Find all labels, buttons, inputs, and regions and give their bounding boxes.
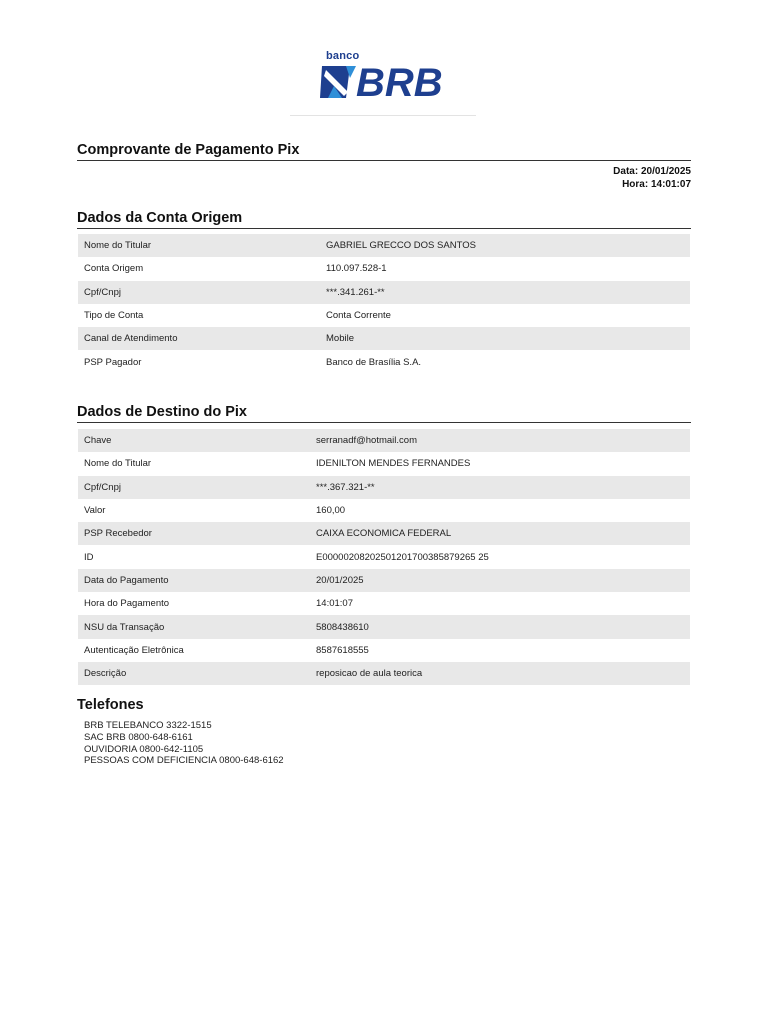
destino-row-label: Data do Pagamento [78,569,310,592]
title-rule [77,160,691,161]
destino-row [78,429,690,452]
origem-row [78,304,690,327]
destino-row-label: Hora do Pagamento [84,598,170,610]
origem-row-label: PSP Pagador [84,356,142,368]
telefone-line: PESSOAS COM DEFICIENCIA 0800-648-6162 [84,755,284,767]
origem-row [78,234,690,257]
logo-banco-text: banco [326,50,360,62]
telefone-line: SAC BRB 0800-648-6161 [84,731,193,743]
destino-row-label: Valor [84,505,106,517]
destino-row-label: NSU da Transação [78,615,310,638]
destino-row [78,615,690,638]
destino-row-value: 5808438610 [310,615,690,638]
brb-logo-mark-icon [320,62,446,102]
origem-row-label: Cpf/Cnpj [78,281,320,304]
destino-row [78,569,690,592]
destino-row-value: 20/01/2025 [310,569,690,592]
destino-row [78,476,690,499]
destino-row-label: PSP Recebedor [78,522,310,545]
origem-row-label: Nome do Titular [78,234,320,257]
receipt-meta [613,166,691,191]
telefone-line: OUVIDORIA 0800-642-1105 [84,743,204,755]
destino-row [78,662,690,685]
destino-rule [77,422,691,423]
receipt-date: Data: 20/01/2025 [613,166,691,177]
origem-row-value: Mobile [320,327,690,350]
telefone-line: BRB TELEBANCO 3322-1515 [84,720,212,731]
brb-logo [320,50,450,102]
origem-row-label: Conta Origem [84,263,144,275]
destino-row-label: Autenticação Eletrônica [84,644,184,656]
destino-table [78,429,690,685]
destino-row-value: 14:01:07 [316,598,353,610]
origem-row [78,281,690,304]
origem-row-value: ***.341.261-** [320,281,690,304]
destino-row-label: Descrição [78,662,310,685]
telefones-list [84,720,284,767]
destino-row-label: ID [84,551,94,563]
origem-row-value: 110.097.528-1 [326,263,387,275]
destino-section-title: Dados de Destino do Pix [77,404,247,420]
origem-row-value: Conta Corrente [326,310,391,322]
logo-brand-text: BRB [356,62,443,102]
destino-row-label: Cpf/Cnpj [78,476,310,499]
destino-row [78,639,690,662]
receipt-time: Hora: 14:01:07 [622,178,691,190]
destino-row [78,499,690,522]
destino-row [78,545,690,568]
origem-row-value: Banco de Brasília S.A. [326,356,422,368]
origem-row [78,350,690,373]
destino-row-value: reposicao de aula teorica [310,662,690,685]
origem-section-title: Dados da Conta Origem [77,210,243,226]
origem-row-label: Tipo de Conta [84,310,144,322]
destino-row-label: Nome do Titular [84,458,152,470]
destino-row-value: serranadf@hotmail.com [310,429,690,452]
destino-row-value: 8587618555 [316,644,369,656]
origem-table [78,234,690,374]
document-title: Comprovante de Pagamento Pix [77,142,300,158]
origem-row-value: GABRIEL GRECCO DOS SANTOS [320,234,690,257]
logo-divider [290,115,476,116]
destino-row-value: IDENILTON MENDES FERNANDES [316,458,471,470]
origem-row-label: Canal de Atendimento [78,327,320,350]
telefones-section-title: Telefones [77,697,144,713]
destino-row-value: ***.367.321-** [310,476,690,499]
origem-row [78,257,690,280]
origem-row [78,327,690,350]
destino-row [78,592,690,615]
destino-row-value: E00000208202501201700385879265 25 [316,551,489,563]
origem-rule [77,228,691,229]
destino-row-value: 160,00 [316,505,346,517]
destino-row [78,452,690,475]
destino-row-label: Chave [78,429,310,452]
destino-row [78,522,690,545]
destino-row-value: CAIXA ECONOMICA FEDERAL [310,522,690,545]
